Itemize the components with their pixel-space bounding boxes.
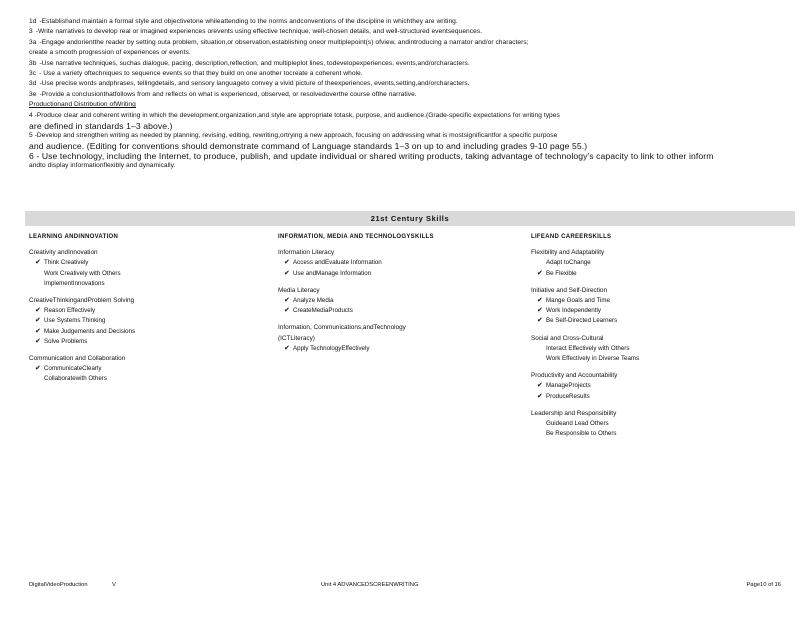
skill-group-title: Productivity and Accountability [531, 372, 618, 380]
checkmark-icon: ✔ [35, 365, 41, 373]
skill-item [531, 306, 781, 316]
standard-code: 1d [29, 18, 37, 25]
skill-item-label: Reason Effectively [44, 307, 96, 315]
standard-4-line-2: are defined in standards 1–3 above.) [29, 121, 173, 132]
skill-item-label: CommunicateClearly [44, 365, 102, 373]
standard-5-line-1: 5 -Develop and strengthen writing as needed by planning, revising, editing, rewriting,ortrying a new approach, focusing on addressing what is mostsignificantfor a specific purpose [29, 132, 558, 140]
skill-item-label: Analyze Media [293, 297, 334, 305]
skill-group [278, 286, 518, 317]
skill-item [531, 354, 781, 364]
skill-group-title: Leadership and Responsibility [531, 409, 617, 417]
skill-item [29, 316, 269, 326]
skill-item-label: Apply TechnologyEffectively [293, 344, 370, 352]
skill-item [29, 364, 269, 374]
standard-line [29, 90, 789, 100]
skill-item [29, 269, 269, 279]
footer-course: DigitalVideoProduction [29, 582, 88, 588]
standard-line [29, 59, 789, 69]
skill-group [531, 286, 781, 327]
footer-version: V [112, 582, 116, 588]
skills-column-life-career [531, 232, 781, 446]
skill-item-label: ImplementInnovations [44, 279, 105, 287]
standard-text: -Use narrative techniques, suchas dialogue, pacing, description,reflection, and multipleplot lines, todevelopexperiences, events,and/orcharacters. [39, 59, 470, 67]
checkmark-icon: ✔ [537, 392, 543, 400]
skill-item-label: ManageProjects [546, 382, 591, 390]
standard-text: -Engage andorientthe reader by setting outa problem, situation,or observation,establishing oneor multiplepoint(s) ofview, andintroducing a narrator and/or characters; [39, 38, 529, 46]
skill-group [531, 371, 781, 402]
skill-item [531, 316, 781, 326]
skill-group [278, 248, 518, 279]
checkmark-icon: ✔ [284, 297, 290, 305]
skills-title-bar: 21st Century Skills [25, 211, 795, 226]
skill-item [531, 296, 781, 306]
skill-group-title: Initiative and Self-Direction [531, 286, 608, 294]
skill-item-label: Be Flexible [546, 269, 577, 277]
standard-text: -Write narratives to develop real or imagined experiences orevents using effective technique, well-chosen details, and well-structured eventsequences. [35, 28, 483, 36]
skill-item-label: Make Judgements and Decisions [44, 327, 136, 335]
checkmark-icon: ✔ [537, 307, 543, 315]
standard-6-line-2: andto display informationflexibly and dynamically. [29, 162, 176, 170]
skill-group-title: Communication and Collaboration [29, 355, 126, 363]
standard-line [29, 48, 789, 58]
standard-text: -Use precise words andphrases, tellingdetails, and sensory languageto convey a vivid picture of theexperiences, events,setting,and/orcharacters. [39, 80, 470, 88]
checkmark-icon: ✔ [537, 317, 543, 325]
standard-6-line-1: 6 - Use technology, including the Internet, to produce, publish, and update individual or shared writing products, taking advantage of technology's capacity to link to other inform [29, 151, 714, 162]
standard-text: -Provide a conclusionthatfollows from and reflects on what is experienced, observed, or resolvedoverthe course ofthe narrative. [39, 90, 417, 98]
skill-group [278, 323, 518, 354]
checkmark-icon: ✔ [35, 327, 41, 335]
checkmark-icon: ✔ [284, 259, 290, 267]
skill-group [29, 296, 269, 347]
skill-item-label: Mange Goals and Time [546, 297, 610, 305]
skill-item [29, 306, 269, 316]
skill-group [531, 334, 781, 365]
skill-item [531, 269, 781, 279]
skill-item-label: Interact Effectively with Others [546, 344, 630, 352]
skill-item-label: Be Responsible to Others [546, 430, 617, 438]
checkmark-icon: ✔ [537, 297, 543, 305]
skill-group-title: Creativity andInnovation [29, 249, 98, 257]
checkmark-icon: ✔ [284, 269, 290, 277]
checkmark-icon: ✔ [35, 317, 41, 325]
standard-code: 3a [29, 38, 37, 46]
skill-item [531, 381, 781, 391]
skill-item-label: Think Creatively [44, 259, 89, 267]
footer-page-number: Page10 of 16 [746, 582, 781, 588]
skill-item-label: Access andEvaluate Information [293, 259, 382, 267]
skill-item [278, 269, 518, 279]
skill-item [29, 258, 269, 268]
standard-line [29, 79, 789, 89]
standard-code: 3d [29, 80, 37, 88]
skill-item [29, 374, 269, 384]
standard-text: -Establishand maintain a formal style and objectivetone whileattending to the norms andconventions of the discipline in whichthey are writing. [39, 18, 458, 25]
skill-item-label: Use Systems Thinking [44, 317, 106, 325]
skill-item [531, 344, 781, 354]
skill-item-label: Work Effectively in Diverse Teams [546, 355, 640, 363]
skills-column-learning [29, 232, 269, 392]
skill-group-title: Flexibility and Adaptability [531, 249, 605, 257]
checkmark-icon: ✔ [284, 344, 290, 352]
column-header: LEARNING ANDINNOVATION [29, 234, 119, 240]
standard-line [29, 17, 789, 27]
skill-item-label: Guideand Lead Others [546, 420, 609, 428]
skill-item [278, 258, 518, 268]
skill-item [531, 258, 781, 268]
skill-item [531, 392, 781, 402]
standard-4-line-1: 4 -Produce clear and coherent writing in which the development,organization,and style are appropriate totask, purpose, and audience.(Grade-specific expectations for writing types [29, 111, 560, 119]
skill-item [531, 429, 781, 439]
skill-item [29, 279, 269, 289]
skill-item-label: CreateMediaProducts [293, 307, 353, 315]
skill-item-label: Work Creatively with Others [44, 269, 121, 277]
skill-group-title: CreativeThinkingandProblem Solving [29, 297, 135, 305]
checkmark-icon: ✔ [284, 307, 290, 315]
standard-code: 3c [29, 70, 37, 78]
skill-group [531, 409, 781, 440]
standards-list [29, 17, 789, 100]
skill-item-label: Be Self-Directed Learners [546, 317, 618, 325]
skill-group [29, 354, 269, 385]
standard-line [29, 69, 789, 79]
checkmark-icon: ✔ [35, 307, 41, 315]
skill-group-title: Social and Cross-Cultural [531, 334, 604, 342]
skill-item [29, 337, 269, 347]
skill-item-label: ProduceResults [546, 392, 590, 400]
checkmark-icon: ✔ [537, 269, 543, 277]
standard-code: 3e [29, 90, 37, 98]
skill-item-label: Work Independently [546, 307, 601, 315]
skill-item [531, 419, 781, 429]
skill-item-label: Use andManage Information [293, 269, 372, 277]
standard-text: - Use a variety oftechniques to sequence events so that they build on one another tocreate a coherent whole. [39, 70, 363, 78]
page-footer [29, 582, 781, 592]
column-header: INFORMATION, MEDIA AND TECHNOLOGYSKILLS [278, 234, 434, 240]
footer-unit: Unit 4 ADVANCEDSCREENWRITING [321, 582, 419, 588]
skill-item [278, 306, 518, 316]
skills-column-information [278, 232, 518, 361]
skill-group [531, 248, 781, 279]
checkmark-icon: ✔ [537, 382, 543, 390]
checkmark-icon: ✔ [35, 259, 41, 267]
skill-item-label: Collaboratewith Others [44, 375, 107, 383]
skill-item [29, 327, 269, 337]
skill-group-title: Information Literacy [278, 249, 335, 257]
standard-line [29, 38, 789, 48]
standard-line [29, 27, 789, 37]
skill-group-subtitle: (ICTLiteracy) [278, 334, 315, 342]
standard-code: 3 [29, 28, 33, 36]
skill-item-label: Solve Problems [44, 337, 88, 345]
standard-5-line-2: and audience. (Editing for conventions should demonstrate command of Language standards 1–3 on up to and including grades 9-10 page 55.) [29, 141, 588, 152]
skill-item [278, 344, 518, 354]
skill-group [29, 248, 269, 289]
skill-item-label: Adapt toChange [546, 259, 591, 267]
skill-group-title: Media Literacy [278, 286, 320, 294]
standards-section [29, 17, 789, 172]
production-distribution-heading: Productionand Distribution ofWriting [29, 101, 136, 109]
checkmark-icon: ✔ [35, 337, 41, 345]
standard-code: 3b [29, 59, 37, 67]
skill-group-title: Information, Communications,andTechnology [278, 324, 406, 332]
column-header: LIFEAND CAREERSKILLS [531, 234, 612, 240]
standard-text: create a smooth progression of experiences or events. [29, 49, 191, 57]
skill-item [278, 296, 518, 306]
